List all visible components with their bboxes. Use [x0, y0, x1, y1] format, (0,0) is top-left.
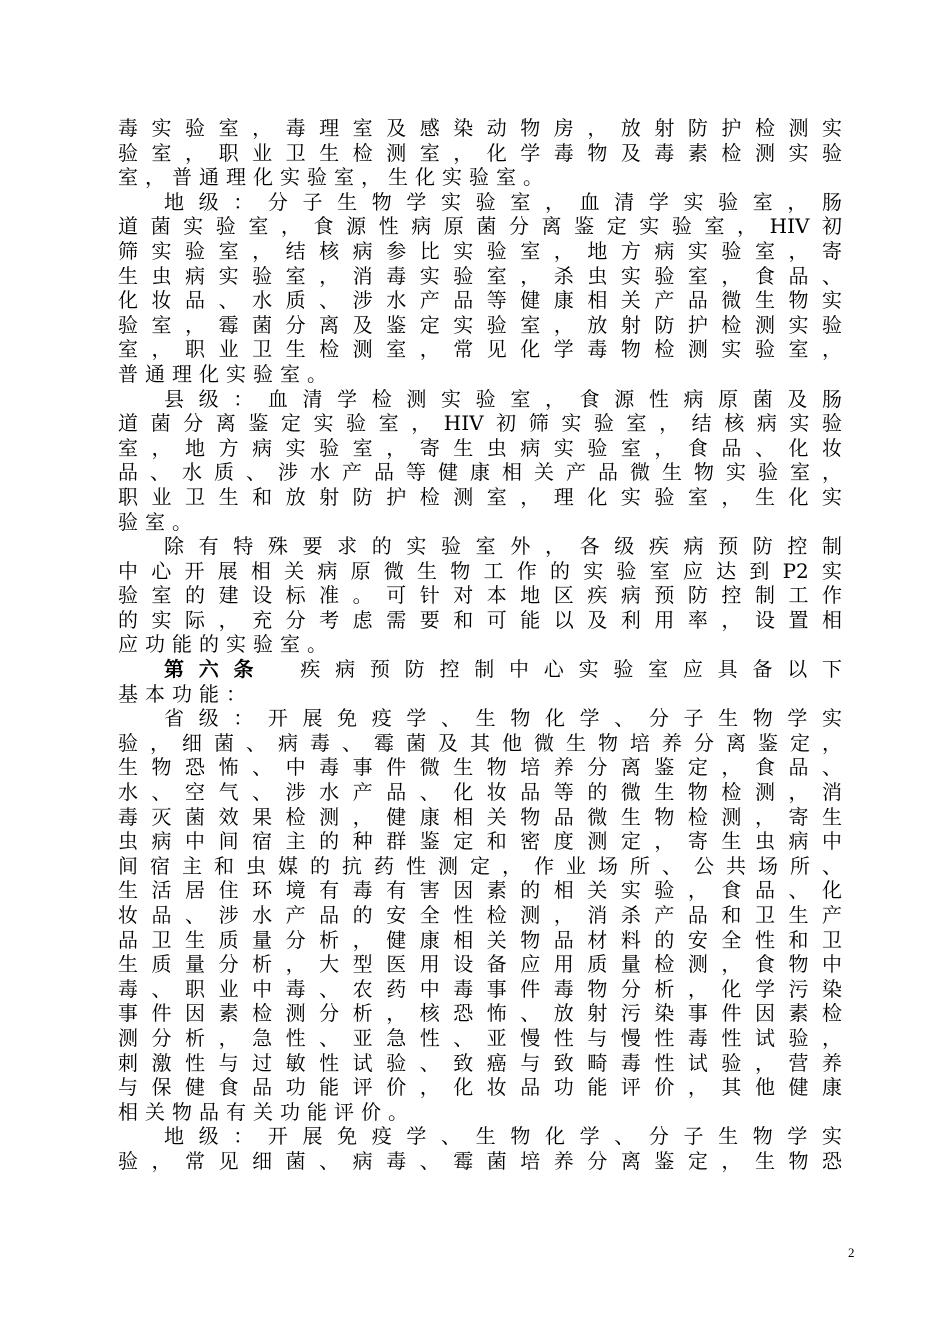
text-line: 的实际，充分考虑需要和可能以及利用率，设置相 [118, 607, 842, 632]
text-line: 省级：开展免疫学、生物化学、分子生物学实 [164, 706, 842, 731]
text-line: 事件因素检测分析，核恐怖、放射污染事件因素检 [118, 1001, 842, 1026]
text-line: 县级：血清学检测实验室，食源性病原菌及肠 [164, 386, 842, 411]
text-line: 室，地方病实验室，寄生虫病实验室，食品、化妆 [118, 435, 842, 460]
text-line: 化妆品、水质、涉水产品等健康相关产品微生物实 [118, 288, 842, 313]
text-line: 基本功能： [118, 681, 253, 706]
document-body [118, 116, 842, 1174]
text-line: 道菌分离鉴定实验室，HIV初筛实验室，结核病实验 [118, 411, 842, 436]
text-line: 与保健食品功能评价，化妆品功能评价，其他健康 [118, 1075, 842, 1100]
text-line: 验室。 [118, 509, 199, 534]
text-line: 生物恐怖、中毒事件微生物培养分离鉴定，食品、 [118, 755, 842, 780]
text-line: 毒灭菌效果检测，健康相关物品微生物检测，寄生 [118, 804, 842, 829]
article-text: 疾病预防控制中心实验室应具备以下 [300, 657, 843, 682]
text-line: 品卫生质量分析，健康相关物品材料的安全性和卫 [118, 927, 842, 952]
text-line: 道菌实验室，食源性病原菌分离鉴定实验室，HIV初 [118, 214, 842, 239]
text-line: 地级：开展免疫学、生物化学、分子生物学实 [164, 1124, 842, 1149]
text-line: 筛实验室，结核病参比实验室，地方病实验室，寄 [118, 238, 842, 263]
text-line: 地级：分子生物学实验室，血清学实验室，肠 [164, 189, 842, 214]
text-line: 验，细菌、病毒、霉菌及其他微生物培养分离鉴定， [118, 730, 842, 755]
text-line: 间宿主和虫媒的抗药性测定，作业场所、公共场所、 [118, 853, 842, 878]
text-line: 相关物品有关功能评价。 [118, 1099, 415, 1124]
text-line: 验，常见细菌、病毒、霉菌培养分离鉴定，生物恐 [118, 1148, 842, 1173]
text-line: 验室的建设标准。可针对本地区疾病预防控制工作 [118, 583, 842, 608]
text-line: 生活居住环境有毒有害因素的相关实验，食品、化 [118, 878, 842, 903]
text-line: 普通理化实验室。 [118, 361, 334, 386]
text-line: 毒、职业中毒、农药中毒事件毒物分析，化学污染 [118, 976, 842, 1001]
text-line: 验室，职业卫生检测室，化学毒物及毒素检测实验 [118, 140, 842, 165]
text-line: 毒实验室，毒理室及感染动物房，放射防护检测实 [118, 116, 842, 140]
text-line: 除有特殊要求的实验室外，各级疾病预防控制 [164, 534, 842, 559]
text-line: 职业卫生和放射防护检测室，理化实验室，生化实 [118, 484, 842, 509]
text-line: 虫病中间宿主的种群鉴定和密度测定，寄生虫病中 [118, 829, 842, 854]
text-line: 水、空气、涉水产品、化妆品等的微生物检测，消 [118, 780, 842, 805]
text-line: 妆品、涉水产品的安全性检测，消杀产品和卫生产 [118, 903, 842, 927]
text-line: 室，普通理化实验室，生化实验室。 [118, 165, 550, 190]
text-line: 刺激性与过敏性试验、致癌与致畸毒性试验，营养 [118, 1050, 842, 1075]
text-line: 测分析，急性、亚急性、亚慢性与慢性毒性试验， [118, 1025, 842, 1050]
text-line: 品、水质、涉水产品等健康相关产品微生物实验室， [118, 460, 842, 485]
article-line [118, 657, 842, 682]
text-line: 验室，霉菌分离及鉴定实验室，放射防护检测实验 [118, 312, 842, 337]
text-line: 生虫病实验室，消毒实验室，杀虫实验室，食品、 [118, 263, 842, 288]
text-line: 生质量分析，大型医用设备应用质量检测，食物中 [118, 952, 842, 977]
article-heading: 第六条 [164, 657, 269, 682]
page-number: 2 [848, 1245, 855, 1260]
text-line: 室，职业卫生检测室，常见化学毒物检测实验室， [118, 337, 842, 362]
text-line: 应功能的实验室。 [118, 632, 334, 657]
text-line: 中心开展相关病原微生物工作的实验室应达到P2实 [118, 558, 842, 583]
